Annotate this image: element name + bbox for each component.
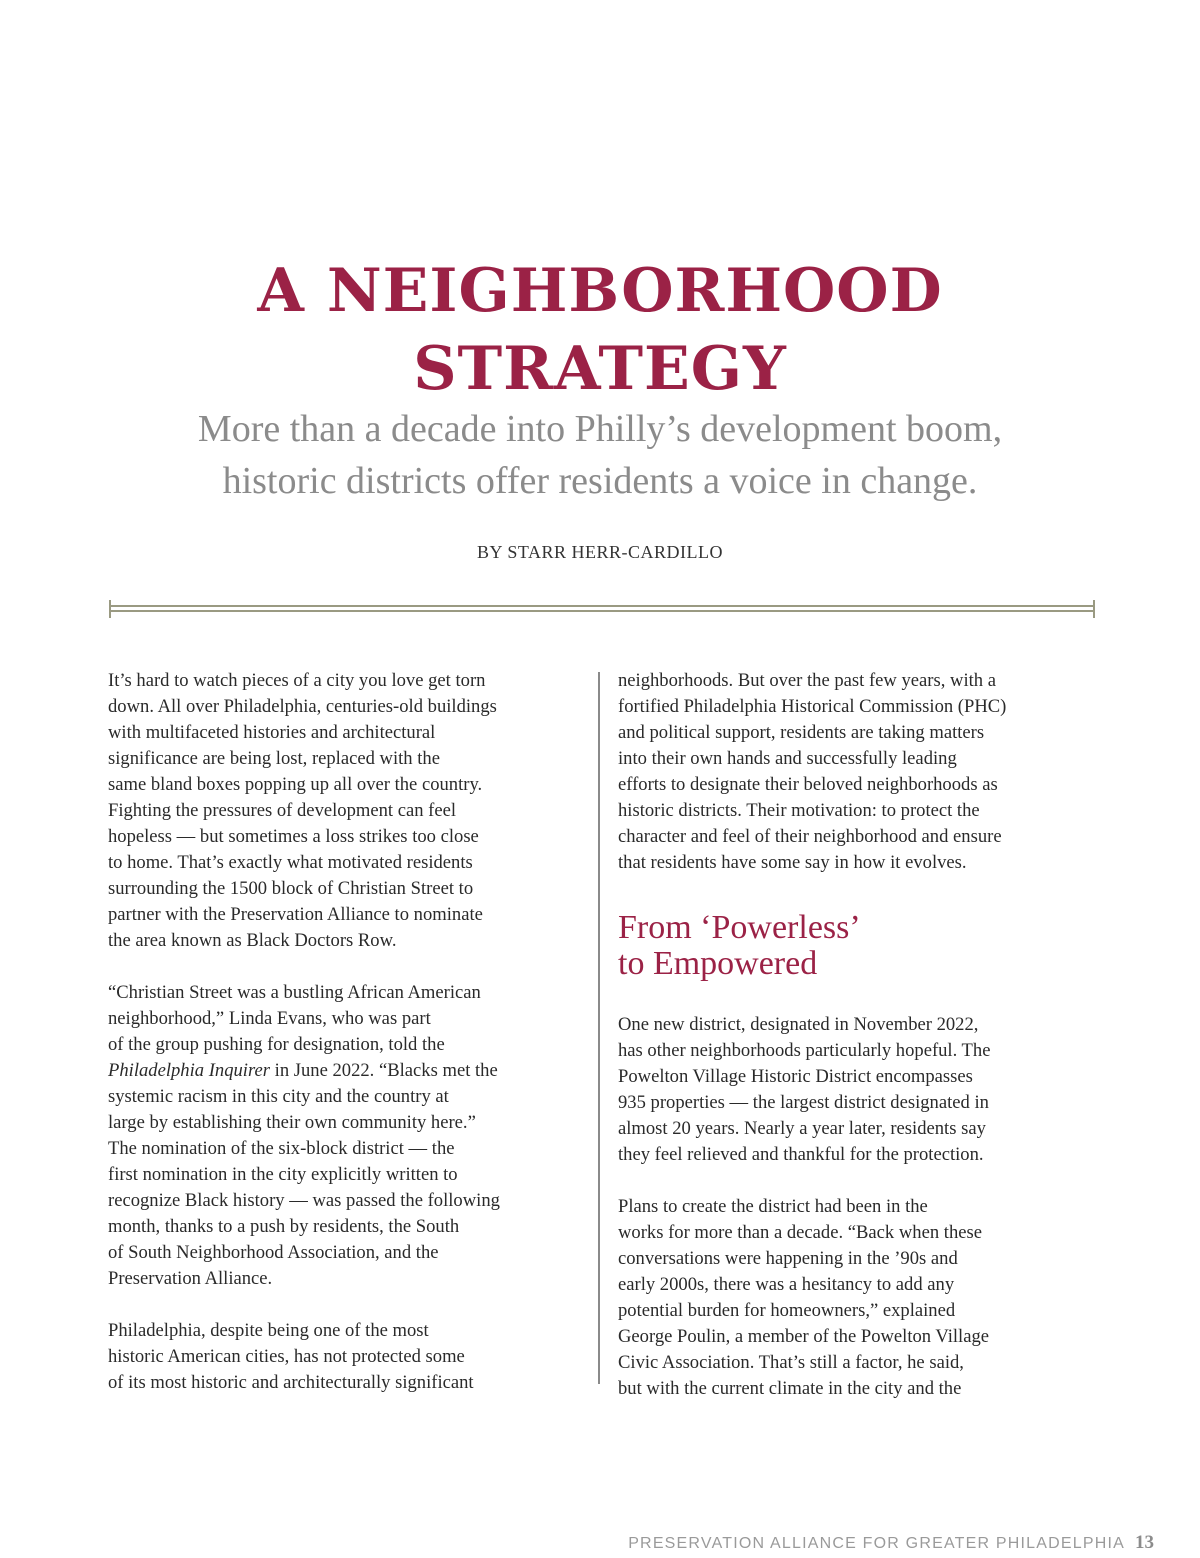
column-divider xyxy=(598,672,600,1384)
paragraph-gap xyxy=(618,1168,1098,1194)
article-subtitle-line-2: historic districts offer residents a voice in change. xyxy=(222,460,978,502)
text-line: works for more than a decade. “Back when these xyxy=(618,1222,982,1243)
text-line: Plans to create the district had been in the xyxy=(618,1196,928,1217)
text-line: of its most historic and architecturally significant xyxy=(108,1372,474,1393)
article-title-line-2: STRATEGY xyxy=(413,334,787,404)
rule-right-cap xyxy=(1093,600,1095,618)
paragraph xyxy=(108,980,588,1292)
right-column xyxy=(618,668,1098,1402)
text-line: character and feel of their neighborhood and ensure xyxy=(618,826,1002,847)
text-line: George Poulin, a member of the Powelton Village xyxy=(618,1326,990,1347)
text-line: they feel relieved and thankful for the protection. xyxy=(618,1144,984,1165)
text-line: early 2000s, there was a hesitancy to add any xyxy=(618,1274,955,1295)
text-line: One new district, designated in November 2022, xyxy=(618,1014,979,1035)
section-heading-line-1: From ‘Powerless’ xyxy=(618,909,861,946)
text-line: significance are being lost, replaced with the xyxy=(108,748,440,769)
paragraph xyxy=(618,1012,1098,1168)
text-line: hopeless — but sometimes a loss strikes too close xyxy=(108,826,479,847)
text-line: Preservation Alliance. xyxy=(108,1268,273,1289)
text-line: but with the current climate in the city and the xyxy=(618,1378,962,1399)
text-line: Fighting the pressures of development can feel xyxy=(108,800,457,821)
text-line: the area known as Black Doctors Row. xyxy=(108,930,397,951)
text-line: The nomination of the six-block district — the xyxy=(108,1138,455,1159)
text-line: large by establishing their own community here.” xyxy=(108,1112,476,1133)
text-line xyxy=(108,1058,588,1084)
paragraph-gap xyxy=(618,876,1098,902)
text-line: Civic Association. That’s still a factor, he said, xyxy=(618,1352,964,1373)
text-line: and political support, residents are taking matters xyxy=(618,722,985,743)
text-line: 935 properties — the largest district designated in xyxy=(618,1092,989,1113)
article-subtitle-line-1: More than a decade into Philly’s development boom, xyxy=(197,408,1003,450)
decorative-rule xyxy=(109,600,1095,618)
page-footer xyxy=(628,1532,1154,1554)
text-line: “Christian Street was a bustling African American xyxy=(108,982,481,1003)
text-line: historic districts. Their motivation: to protect the xyxy=(618,800,980,821)
text-line: with multifaceted histories and architectural xyxy=(108,722,436,743)
page-number: 13 xyxy=(1135,1532,1154,1553)
text-line: of the group pushing for designation, told the xyxy=(108,1034,445,1055)
text-line: historic American cities, has not protected some xyxy=(108,1346,465,1367)
text-line: potential burden for homeowners,” explained xyxy=(618,1300,956,1321)
text-line: Powelton Village Historic District encompasses xyxy=(618,1066,973,1087)
text-span: in June 2022. “Blacks met the xyxy=(270,1060,498,1081)
text-line: fortified Philadelphia Historical Commission (PHC) xyxy=(618,696,1007,717)
text-line: same bland boxes popping up all over the country. xyxy=(108,774,483,795)
rule-bar xyxy=(109,605,1095,612)
article-title-line-1: A NEIGHBORHOOD xyxy=(257,256,943,326)
text-line: almost 20 years. Nearly a year later, residents say xyxy=(618,1118,986,1139)
section-heading xyxy=(618,910,1098,982)
text-line: that residents have some say in how it evolves. xyxy=(618,852,967,873)
paragraph-gap xyxy=(108,1292,588,1318)
text-line: partner with the Preservation Alliance to nominate xyxy=(108,904,483,925)
text-line: month, thanks to a push by residents, the South xyxy=(108,1216,460,1237)
text-line: to home. That’s exactly what motivated residents xyxy=(108,852,473,873)
article-title xyxy=(100,252,1100,408)
text-line: conversations were happening in the ’90s and xyxy=(618,1248,958,1269)
text-line: down. All over Philadelphia, centuries-old buildings xyxy=(108,696,497,717)
left-column xyxy=(108,668,588,1396)
text-line: systemic racism in this city and the country at xyxy=(108,1086,449,1107)
text-line: efforts to designate their beloved neighborhoods as xyxy=(618,774,998,795)
paragraph xyxy=(108,1318,588,1396)
text-line: of South Neighborhood Association, and the xyxy=(108,1242,439,1263)
text-line: recognize Black history — was passed the following xyxy=(108,1190,500,1211)
text-line: neighborhood,” Linda Evans, who was part xyxy=(108,1008,431,1029)
paragraph-gap xyxy=(108,954,588,980)
paragraph xyxy=(108,668,588,954)
paragraph xyxy=(618,668,1098,876)
text-line: surrounding the 1500 block of Christian Street to xyxy=(108,878,474,899)
publication-name: Philadelphia Inquirer xyxy=(108,1060,270,1081)
section-heading-line-2: to Empowered xyxy=(618,945,818,982)
text-line: has other neighborhoods particularly hopeful. The xyxy=(618,1040,991,1061)
footer-publication: PRESERVATION ALLIANCE FOR GREATER PHILADELPHIA xyxy=(628,1535,1125,1552)
text-line: first nomination in the city explicitly written to xyxy=(108,1164,458,1185)
paragraph xyxy=(618,1194,1098,1402)
text-line: It’s hard to watch pieces of a city you love get torn xyxy=(108,670,486,691)
byline: BY STARR HERR-CARDILLO xyxy=(477,542,723,562)
text-line: neighborhoods. But over the past few years, with a xyxy=(618,670,996,691)
text-line: into their own hands and successfully leading xyxy=(618,748,957,769)
text-line: Philadelphia, despite being one of the most xyxy=(108,1320,429,1341)
article-subtitle xyxy=(100,403,1100,507)
